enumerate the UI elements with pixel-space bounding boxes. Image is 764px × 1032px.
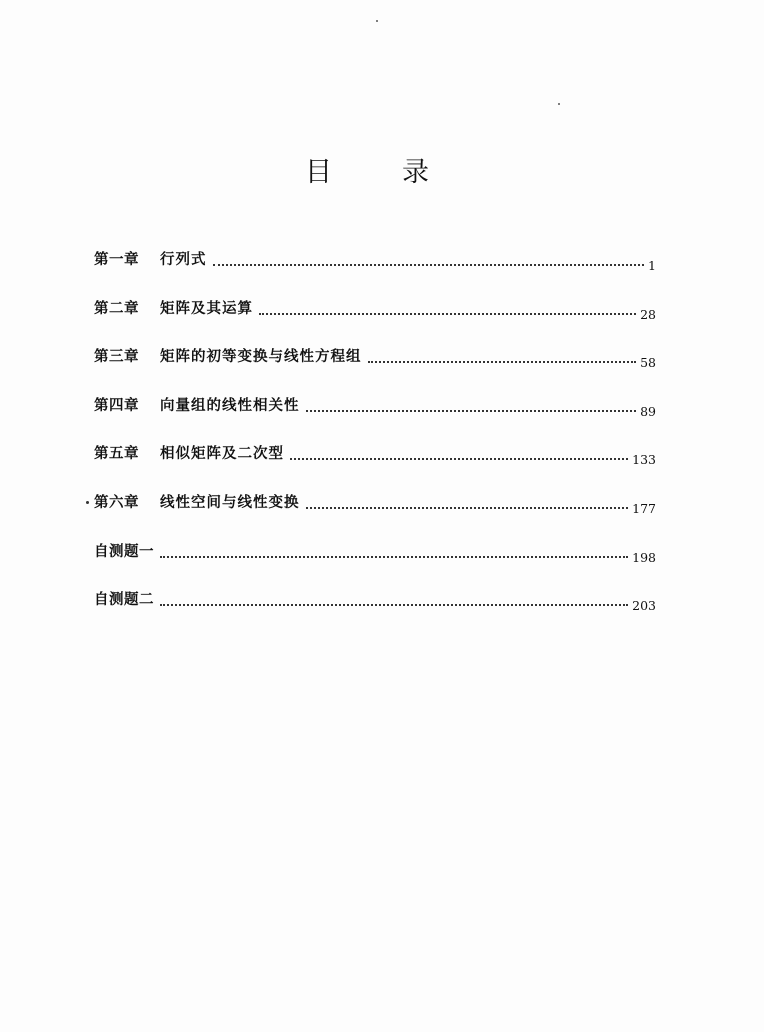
title-char-1: 目 [305,157,332,188]
toc-entry-5[interactable] [94,442,656,491]
dot-leader [160,540,628,564]
title-char-2: 录 [402,157,429,188]
table-of-contents [94,248,656,637]
chapter-title: 矩阵及其运算 [160,300,253,317]
dot-leader [306,394,637,418]
chapter-number: 第四章 [94,397,139,414]
chapter-number: 第一章 [94,252,139,268]
dot-leader [368,345,637,369]
toc-entry-1[interactable] [94,248,656,297]
toc-entry-6[interactable] [94,491,656,540]
dot-leader [160,588,628,612]
chapter-number: 第二章 [94,300,139,317]
chapter-title: 自测题二 [94,592,154,609]
chapter-title: 矩阵的初等变换与线性方程组 [160,349,362,366]
page-number: 58 [640,355,656,371]
chapter-title: 行列式 [160,252,207,268]
page-number: 89 [640,403,656,419]
chapter-number: 第六章 [94,494,139,511]
chapter-number: 第五章 [94,446,139,463]
chapter-title: 向量组的线性相关性 [160,397,300,414]
page-number: 1 [648,258,656,273]
chapter-number: 第三章 [94,349,139,366]
chapter-title: 自测题一 [94,543,154,560]
chapter-title: 相似矩阵及二次型 [160,446,284,463]
dot-leader [213,248,645,272]
page-number: 198 [632,549,656,565]
dot-leader [290,442,628,466]
page-number: 177 [632,500,656,516]
page-title [0,155,764,195]
toc-entry-4[interactable] [94,394,656,443]
toc-entry-8[interactable] [94,588,656,637]
scan-speck [558,103,560,105]
toc-entry-7[interactable] [94,540,656,589]
chapter-title: 线性空间与线性变换 [160,494,300,511]
dot-leader [259,297,636,321]
dot-leader [306,491,629,515]
toc-entry-2[interactable] [94,297,656,346]
toc-entry-3[interactable] [94,345,656,394]
scan-speck [86,501,89,504]
page-number: 28 [640,306,656,322]
page-number: 133 [632,452,656,468]
scan-speck [376,20,378,22]
page-number: 203 [632,598,656,614]
